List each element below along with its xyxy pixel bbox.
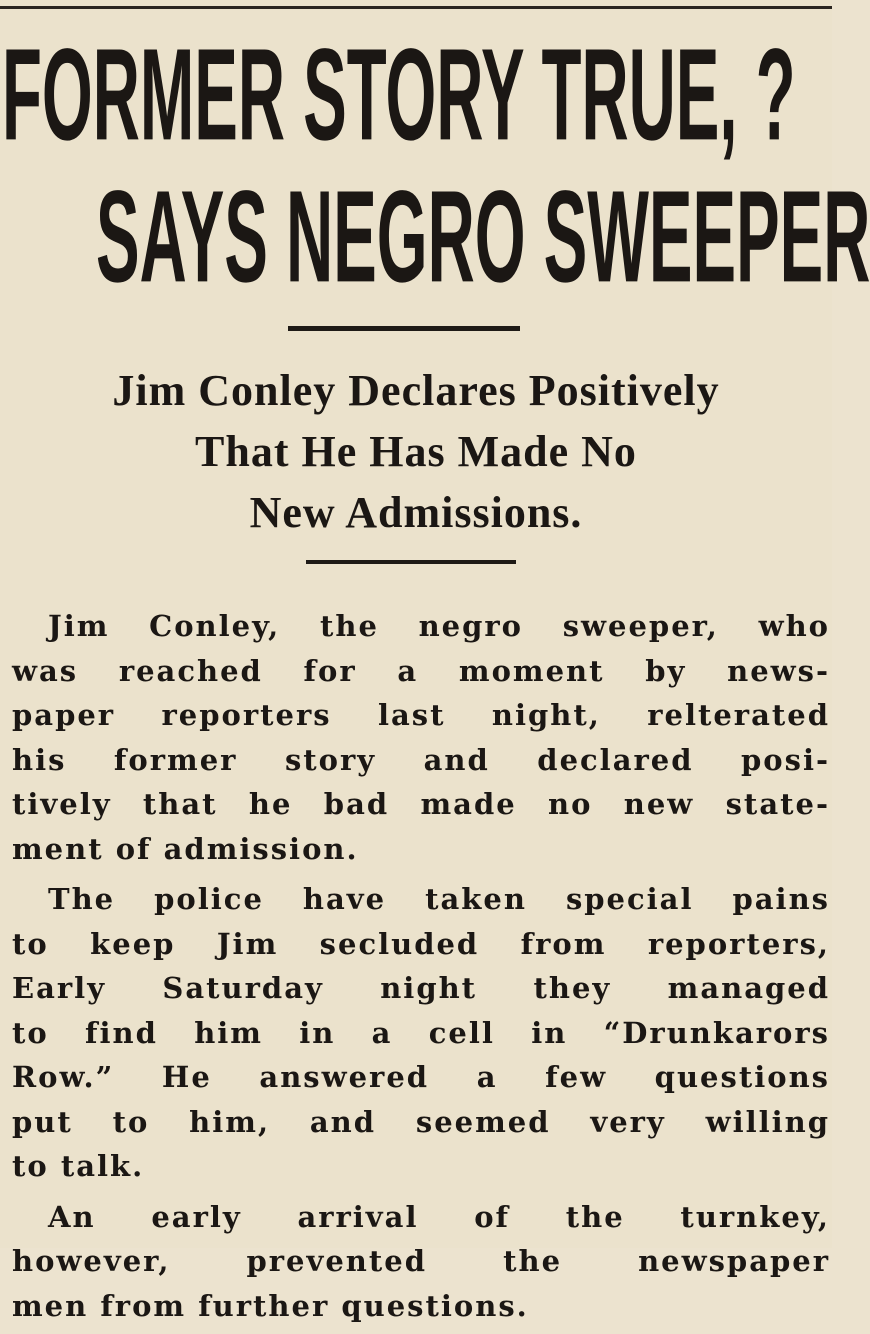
article-body <box>12 604 830 1334</box>
article-line: tively that he bad made no new state- <box>12 787 830 821</box>
article-line: ment of admission. <box>12 831 359 866</box>
article-paragraph <box>12 877 830 1189</box>
article-line: to talk. <box>12 1149 145 1183</box>
article-line: The police have taken special pains <box>48 882 830 916</box>
subheadline-divider <box>306 560 516 564</box>
article-line: Jim Conley, the negro sweeper, who <box>48 609 830 643</box>
subheadline-line: New Admissions. <box>249 488 583 537</box>
headline-line-1: FORMER STORY TRUE, ? <box>2 22 796 168</box>
article-line: paper reporters last night, relterated <box>12 698 830 732</box>
article-paragraph <box>12 1195 830 1329</box>
article-line: however, prevented the newspaper <box>12 1244 830 1278</box>
article-line: An early arrival of the turnkey, <box>48 1199 830 1234</box>
headline-line-2: SAYS NEGRO SWEEPER <box>96 164 870 310</box>
article-line: to keep Jim secluded from reporters, <box>12 926 830 961</box>
article-line: his former story and declared posi- <box>12 742 830 777</box>
article-paragraph <box>12 604 830 871</box>
article-line: Early Saturday night they managed <box>12 971 830 1005</box>
subheadline-line: That He Has Made No <box>195 427 637 476</box>
article-line: put to him, and seemed very willing <box>12 1104 830 1139</box>
article-line: to find him in a cell in “Drunkarors <box>12 1015 830 1050</box>
article-line: was reached for a moment by news- <box>12 653 830 688</box>
subheadline-line: Jim Conley Declares Positively <box>112 366 720 415</box>
article-line: men from further questions. <box>12 1288 529 1323</box>
top-rule <box>0 6 832 9</box>
subheadline <box>0 360 832 543</box>
article-line: Row.” He answered a few questions <box>12 1060 830 1094</box>
headline-divider <box>288 326 520 331</box>
